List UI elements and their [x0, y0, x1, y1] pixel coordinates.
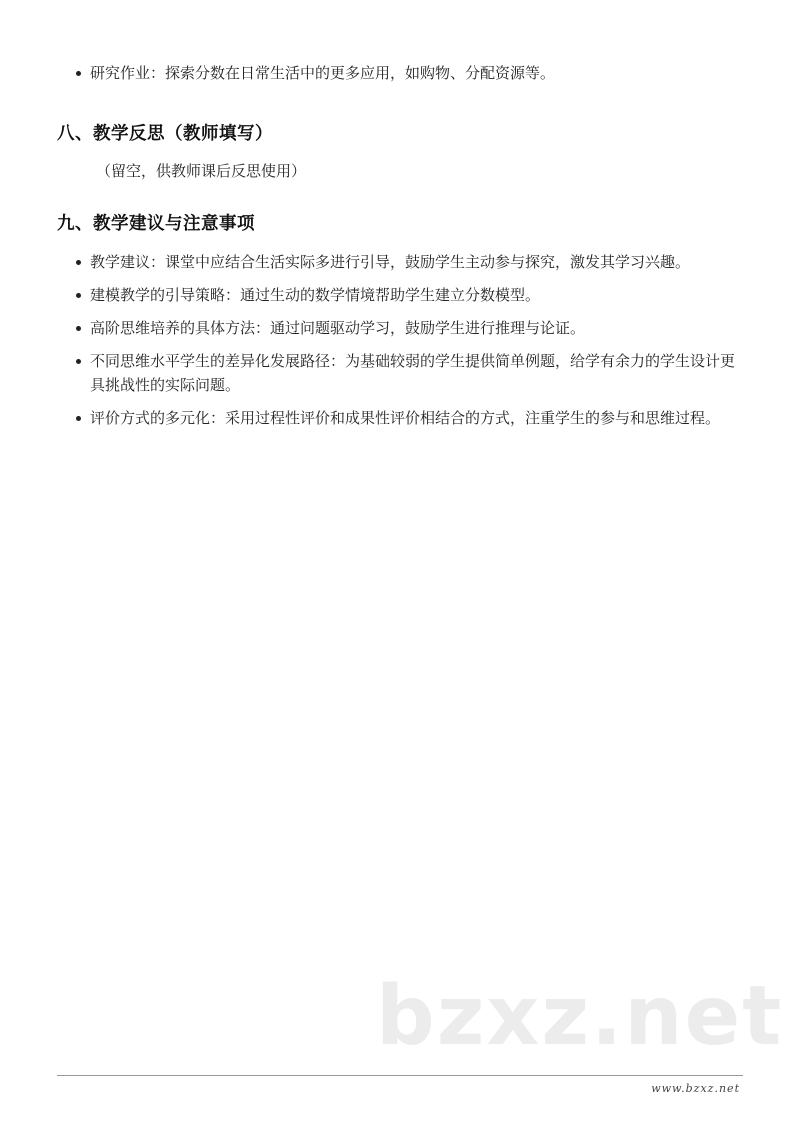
- bullet-icon: [76, 416, 81, 421]
- watermark: bzxz.net: [376, 969, 784, 1064]
- list-item-text: 研究作业：探索分数在日常生活中的更多应用，如购物、分配资源等。: [90, 64, 556, 82]
- section-8-heading: 八、教学反思（教师填写）: [57, 124, 273, 144]
- list-item: [0, 250, 800, 274]
- list-item: [0, 61, 800, 85]
- bullet-icon: [76, 71, 81, 76]
- list-item-text: 教学建议：课堂中应结合生活实际多进行引导，鼓励学生主动参与探究，激发其学习兴趣。: [90, 253, 691, 271]
- list-item-text: 评价方式的多元化：采用过程性评价和成果性评价相结合的方式，注重学生的参与和思维过程。: [90, 409, 721, 427]
- list-item-text: 不同思维水平学生的差异化发展路径：为基础较弱的学生提供简单例题，给学有余力的学生设计更具挑战性的实际问题。: [90, 352, 736, 394]
- bullet-icon: [76, 293, 81, 298]
- list-item: [0, 349, 800, 397]
- bullet-icon: [76, 260, 81, 265]
- list-item: [0, 406, 800, 430]
- bullet-icon: [76, 326, 81, 331]
- section-9-heading: 九、教学建议与注意事项: [57, 214, 255, 234]
- section-9-bullet-list: [0, 250, 800, 430]
- list-item: [0, 316, 800, 340]
- list-item-text: 建模教学的引导策略：通过生动的数学情境帮助学生建立分数模型。: [90, 286, 541, 304]
- footer-url: www.bzxz.net: [651, 1082, 740, 1095]
- bullet-icon: [76, 359, 81, 364]
- list-item: [0, 283, 800, 307]
- footer-divider: [57, 1075, 743, 1076]
- list-item-text: 高阶思维培养的具体方法：通过问题驱动学习，鼓励学生进行推理与论证。: [90, 319, 586, 337]
- top-bullet-list: [0, 61, 800, 85]
- section-8-note: （留空，供教师课后反思使用）: [96, 162, 307, 180]
